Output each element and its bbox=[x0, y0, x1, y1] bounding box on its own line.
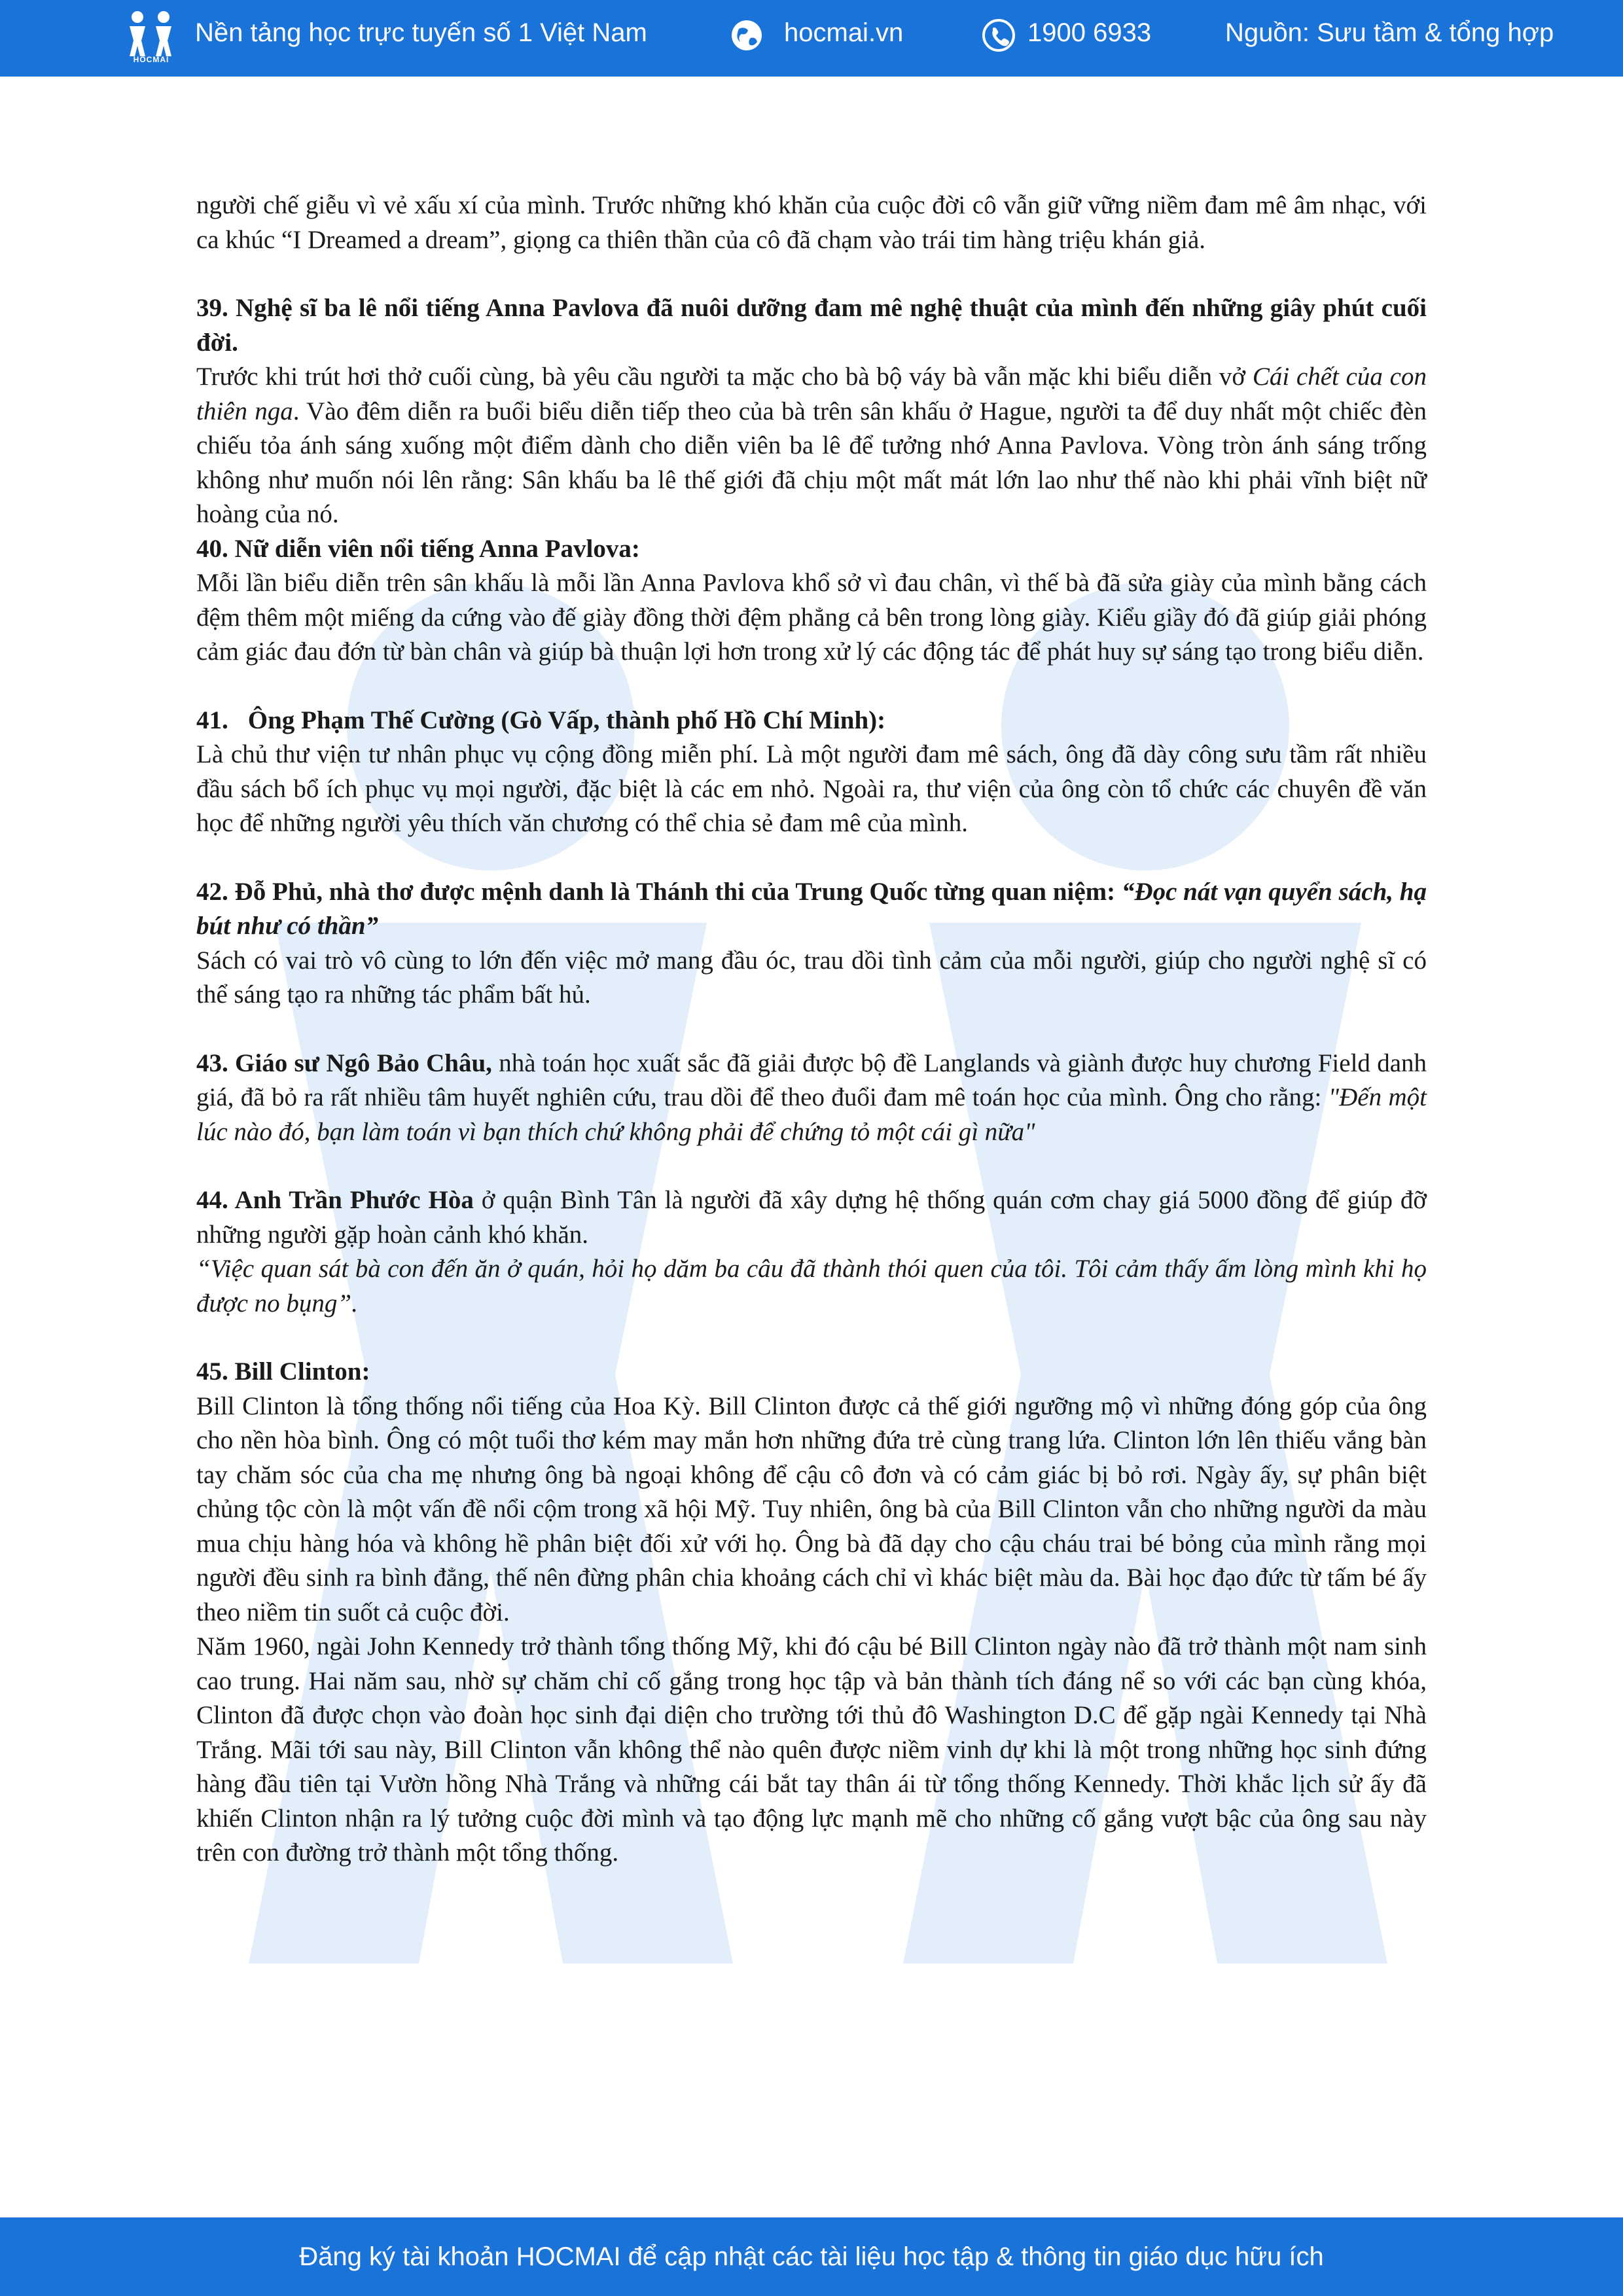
intro-paragraph: người chế giễu vì vẻ xấu xí của mình. Trước những khó khăn của cuộc đời cô vẫn giữ vững niềm đam mê âm nhạc, với ca khúc “I Dreamed a dream”, giọng ca thiên thần của cô đã chạm vào trái tim hàng triệu khán giả. bbox=[196, 191, 1427, 254]
section-39-heading bbox=[196, 291, 1427, 360]
section-44-body: ở quận Bình Tân là người đã xây dựng hệ thống quán cơm chay giá 5000 đồng để giúp đỡ những người gặp hoàn cảnh khó khăn. bbox=[196, 1186, 1427, 1249]
section-45-body-1: Bill Clinton là tổng thống nổi tiếng của Hoa Kỳ. Bill Clinton được cả thế giới ngưỡng mộ vì những đóng góp của ông cho nền hòa bình. Ông có một tuổi thơ kém may mắn hơn những đứa trẻ cùng trang lứa. Clinton lớn lên thiếu vắng bàn tay chăm sóc của cha mẹ nhưng ông bà ngoại không để cậu cô đơn và có cảm giác bị bỏ rơi. Ngày ấy, sự phân biệt chủng tộc còn là một vấn đề nổi cộm trong xã hội Mỹ. Tuy nhiên, ông bà của Bill Clinton vẫn cho những người da màu mua chịu hàng hóa và không hề phân biệt đối xử với họ. Ông bà đã dạy cho cậu cháu trai bé bỏng của mình rằng mọi người đều sinh ra bình đẳng, thế nên đừng phân chia khoảng cách chỉ vì khác biệt màu da. Bài học đạo đức từ tấm bé ấy theo niềm tin suốt cả cuộc đời. bbox=[196, 1391, 1427, 1626]
section-42-quote: “Đọc nát vạn quyển sách, hạ bút như có thần” bbox=[196, 877, 1427, 940]
section-43-quote: "Đến một lúc nào đó, bạn làm toán vì bạn thích chứ không phải để chứng tỏ một cái gì nữa" bbox=[196, 1083, 1427, 1146]
hotline-number[interactable]: 1900 6933 bbox=[1027, 18, 1152, 47]
section-41-heading-text: Ông Phạm Thế Cường (Gò Vấp, thành phố Hồ Chí Minh): bbox=[247, 706, 886, 734]
section-45-body-2: Năm 1960, ngài John Kennedy trở thành tổng thống Mỹ, khi đó cậu bé Bill Clinton ngày nào đã trở thành một nam sinh cao trung. Hai năm sau, nhờ sự chăm chỉ cố gắng trong học tập và bản thành tích đáng nể so với các bạn cùng khóa, Clinton đã được chọn vào đoàn học sinh đại diện cho trường tới thủ đô Washington D.C để gặp ngài Kennedy tại Nhà Trắng. Mãi tới sau này, Bill Clinton vẫn không thể nào quên được niềm vinh dự khi là một trong những học sinh đứng hàng đầu tiên tại Vườn hồng Nhà Trắng và những cái bắt tay thân ái từ tổng thống Kennedy. Thời khắc lịch sử ấy đã khiến Clinton nhận ra lý tưởng cuộc đời mình và tạo động lực mạnh mẽ cho những cố gắng vượt bậc của ông sau này trên con đường trở thành một tổng thống. bbox=[196, 1632, 1427, 1867]
phone-icon bbox=[982, 18, 1016, 52]
logo-text: HOCMAI bbox=[133, 55, 169, 64]
section-44-heading-text: 44. Anh Trần Phước Hòa bbox=[196, 1186, 474, 1214]
section-45-heading bbox=[196, 1355, 1427, 1390]
section-41-body: Là chủ thư viện tư nhân phục vụ cộng đồng miễn phí. Là một người đam mê sách, ông đã dày công sưu tầm rất nhiều đầu sách bổ ích phục vụ mọi người, đặc biệt là các em nhỏ. Ngoài ra, thư viện của ông còn tổ chức các chuyên đề văn học để những người yêu thích văn chương có thể chia sẻ đam mê của mình. bbox=[196, 740, 1427, 837]
section-42-heading bbox=[196, 875, 1427, 944]
footer-text[interactable]: Đăng ký tài khoản HOCMAI để cập nhật các tài liệu học tập & thông tin giáo dục hữu ích bbox=[299, 2242, 1324, 2271]
section-42-heading-text: 42. Đỗ Phủ, nhà thơ được mệnh danh là Thánh thi của Trung Quốc từng quan niệm: bbox=[196, 877, 1122, 906]
section-42-body: Sách có vai trò vô cùng to lớn đến việc mở mang đầu óc, trau dồi tình cảm của mỗi người, giúp cho người nghệ sĩ có thể sáng tạo ra những tác phẩm bất hủ. bbox=[196, 946, 1427, 1009]
section-40-heading bbox=[196, 532, 1427, 567]
section-45-heading-text: 45. Bill Clinton: bbox=[196, 1357, 370, 1386]
section-43-heading-text: 43. Giáo sư Ngô Bảo Châu, bbox=[196, 1049, 492, 1077]
header-bar bbox=[0, 0, 1623, 77]
section-40-body: Mỗi lần biểu diễn trên sân khấu là mỗi lần Anna Pavlova khổ sở vì đau chân, vì thế bà đã sửa giày của mình bằng cách đệm thêm một miếng da cứng vào đế giày đồng thời đệm phẳng cả bên trong lòng giày. Kiểu giầy đó đã giúp giải phóng cảm giác đau đớn từ bàn chân và giúp bà thuận lợi hơn trong xử lý các động tác để phát huy sự sáng tạo trong biểu diễn. bbox=[196, 569, 1427, 666]
section-39-body-italic: Cái chết của con thiên nga bbox=[196, 363, 1427, 425]
section-39-body bbox=[196, 360, 1427, 532]
section-41-number: 41. bbox=[196, 706, 228, 734]
footer-banner[interactable] bbox=[0, 2217, 1623, 2296]
website-link[interactable]: hocmai.vn bbox=[784, 18, 904, 47]
section-43-paragraph bbox=[196, 1047, 1427, 1150]
globe-icon bbox=[730, 18, 764, 52]
section-44-quote bbox=[196, 1252, 1427, 1321]
section-39-body-1: Trước khi trút hơi thở cuối cùng, bà yêu cầu người ta mặc cho bà bộ váy bà vẫn mặc khi biểu diễn vở bbox=[196, 363, 1253, 391]
document-body bbox=[196, 188, 1427, 1871]
section-39-heading-text: 39. Nghệ sĩ ba lê nổi tiếng Anna Pavlova đã nuôi dưỡng đam mê nghệ thuật của mình đến những giây phút cuối đời. bbox=[196, 294, 1427, 357]
section-44-quote-text: “Việc quan sát bà con đến ăn ở quán, hỏi họ dăm ba câu đã thành thói quen của tôi. Tôi cảm thấy ấm lòng mình khi họ được no bụng”. bbox=[196, 1255, 1427, 1318]
header-tagline: Nền tảng học trực tuyến số 1 Việt Nam bbox=[195, 18, 647, 47]
section-39-body-2: . Vào đêm diễn ra buổi biểu diễn tiếp theo của bà trên sân khấu ở Hague, người ta để duy nhất một chiếc đèn chiếu tỏa ánh sáng xuống một điểm dành cho diễn viên ba lê để tưởng nhớ Anna Pavlova. Vòng tròn ánh sáng trống không như muốn nói lên rằng: Sân khấu ba lê thế giới đã chịu một mất mát lớn lao như thế nào khi phải vĩnh biệt nữ hoàng của nó. bbox=[196, 397, 1427, 528]
source-note: Nguồn: Sưu tầm & tổng hợp bbox=[1225, 18, 1554, 47]
section-44-paragraph bbox=[196, 1183, 1427, 1252]
section-41-heading bbox=[196, 704, 1427, 738]
section-43-body: nhà toán học xuất sắc đã giải được bộ đề Langlands và giành được huy chương Field danh giá, đã bỏ ra rất nhiều tâm huyết nghiên cứu, trau dồi để theo đuổi đam mê toán học của mình. Ông cho rằng: bbox=[196, 1049, 1427, 1111]
section-40-heading-text: 40. Nữ diễn viên nổi tiếng Anna Pavlova: bbox=[196, 534, 640, 563]
